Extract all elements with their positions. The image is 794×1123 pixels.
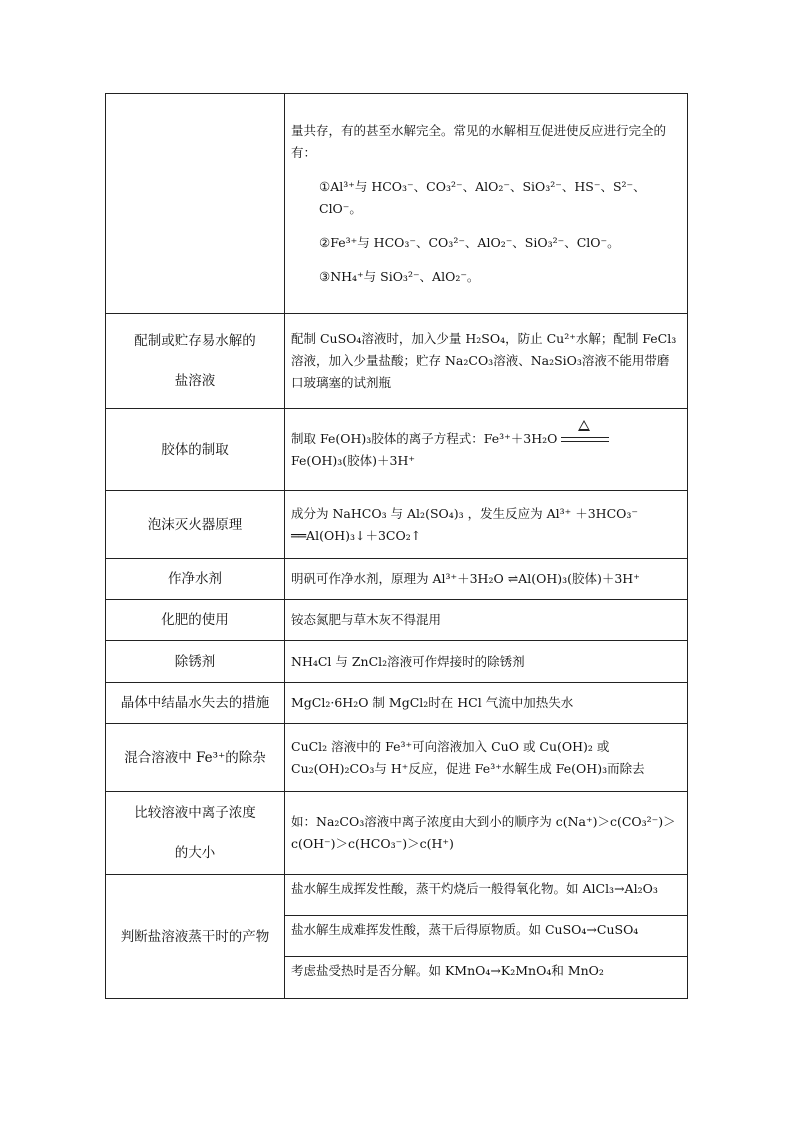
table-row [106, 94, 688, 314]
table-row [106, 683, 688, 724]
row-label: 判断盐溶液蒸干时的产物 [106, 875, 285, 999]
row-content: 如：Na₂CO₃溶液中离子浓度由大到小的顺序为 c(Na⁺)＞c(CO₃²⁻)＞c(OH⁻)＞c(HCO₃⁻)＞c(H⁺) [285, 792, 688, 875]
content-line: 量共存，有的甚至水解完全。常见的水解相互促进使反应进行完全的有： [291, 122, 667, 160]
table-row [106, 641, 688, 683]
row-label: 比较溶液中离子浓度 的大小 [106, 792, 285, 875]
table-row [106, 559, 688, 600]
heat-arrow-icon [561, 432, 609, 446]
sub-item: 盐水解生成挥发性酸，蒸干灼烧后一般得氧化物。如 AlCl₃→Al₂O₃ [291, 881, 658, 896]
table-row [106, 314, 688, 409]
row-label: 胶体的制取 [106, 409, 285, 491]
row-content: 铵态氮肥与草木灰不得混用 [285, 600, 688, 641]
row-label [106, 94, 285, 314]
row-label: 晶体中结晶水失去的措施 [106, 683, 285, 724]
row-content: MgCl₂·6H₂O 制 MgCl₂时在 HCl 气流中加热失水 [285, 683, 688, 724]
table-row [106, 792, 688, 875]
content-line: ③NH₄⁺与 SiO₃²⁻、AlO₂⁻。 [319, 268, 480, 284]
table-row [106, 600, 688, 641]
row-label: 泡沫灭火器原理 [106, 491, 285, 559]
row-content [285, 875, 688, 999]
table-row [106, 875, 688, 999]
content-line: ②Fe³⁺与 HCO₃⁻、CO₃²⁻、AlO₂⁻、SiO₃²⁻、ClO⁻。 [319, 234, 620, 250]
table-row [106, 724, 688, 792]
row-content: 配制 CuSO₄溶液时，加入少量 H₂SO₄，防止 Cu²⁺水解；配制 FeCl₃溶液，加入少量盐酸；贮存 Na₂CO₃溶液、Na₂SiO₃溶液不能用带磨口玻璃塞的试剂瓶 [285, 314, 688, 409]
row-content: 明矾可作净水剂，原理为 Al³⁺＋3H₂O ⇌Al(OH)₃(胶体)＋3H⁺ [285, 559, 688, 600]
row-label: 配制或贮存易水解的 盐溶液 [106, 314, 285, 409]
sub-item: 考虑盐受热时是否分解。如 KMnO₄→K₂MnO₄和 MnO₂ [285, 956, 687, 995]
row-label: 除锈剂 [106, 641, 285, 683]
table-row [106, 491, 688, 559]
content-line: ①Al³⁺与 HCO₃⁻、CO₃²⁻、AlO₂⁻、SiO₃²⁻、HS⁻、S²⁻、ClO⁻。 [319, 178, 646, 216]
row-content: NH₄Cl 与 ZnCl₂溶液可作焊接时的除锈剂 [285, 641, 688, 683]
table-row [106, 409, 688, 491]
row-content: 成分为 NaHCO₃ 与 Al₂(SO₄)₃ ，发生反应为 Al³⁺ ＋3HCO₃⁻ ══Al(OH)₃↓＋3CO₂↑ [285, 491, 688, 559]
row-label: 作净水剂 [106, 559, 285, 600]
sub-item: 盐水解生成难挥发性酸，蒸干后得原物质。如 CuSO₄→CuSO₄ [285, 915, 687, 956]
hydrolysis-applications-table [105, 93, 688, 999]
row-content: 制取 Fe(OH)₃胶体的离子方程式：Fe³⁺＋3H₂O Fe(OH)₃(胶体)＋3H⁺ [285, 409, 688, 491]
row-content [285, 94, 688, 314]
row-label: 混合溶液中 Fe³⁺的除杂 [106, 724, 285, 792]
row-content: CuCl₂ 溶液中的 Fe³⁺可向溶液加入 CuO 或 Cu(OH)₂ 或 Cu₂(OH)₂CO₃与 H⁺反应，促进 Fe³⁺水解生成 Fe(OH)₃而除去 [285, 724, 688, 792]
row-label: 化肥的使用 [106, 600, 285, 641]
